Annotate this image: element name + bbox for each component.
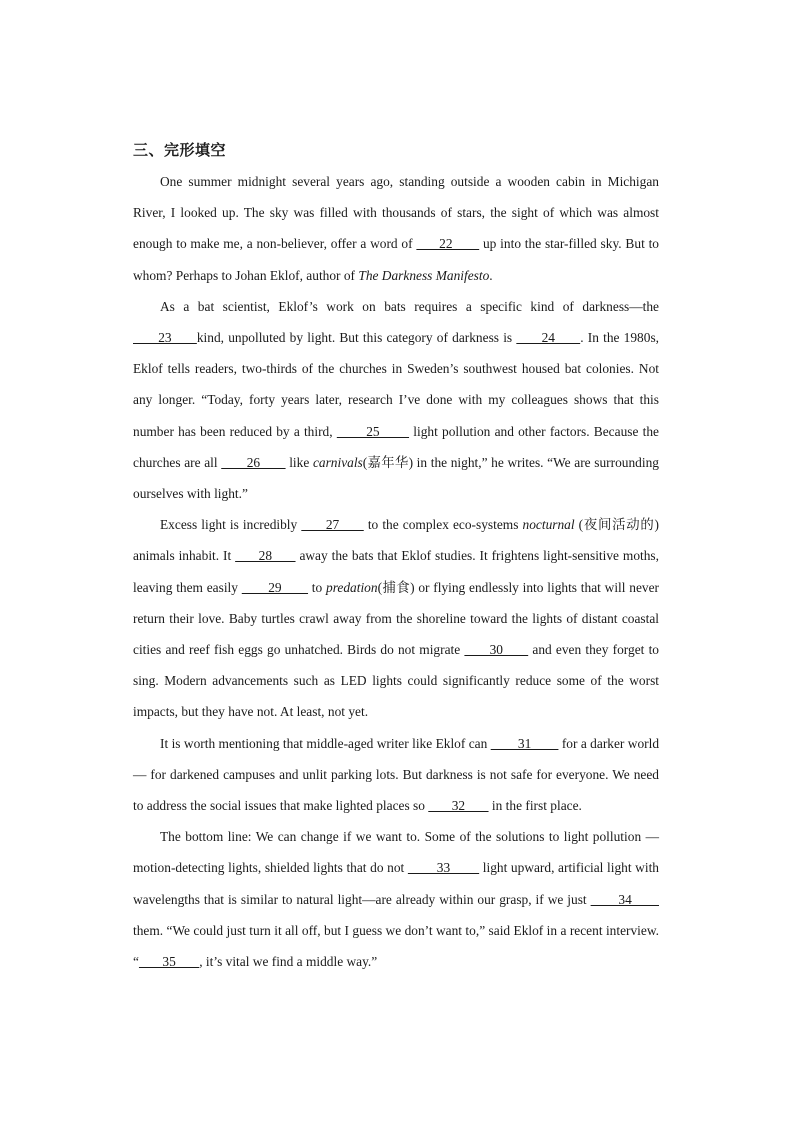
blank-35[interactable]: 35 bbox=[138, 954, 200, 970]
italic-term-predation: predation bbox=[326, 579, 378, 595]
blank-28[interactable]: 28 bbox=[235, 548, 296, 564]
text-segment: As a bat scientist, Eklof’s work on bats requires a specific kind of darkness—the bbox=[160, 298, 659, 314]
text-segment: It is worth mentioning that middle-aged writer like Eklof can bbox=[160, 735, 491, 751]
text-segment: light pollution and other factors. Because the churches are all bbox=[133, 423, 659, 470]
section-title: 三、完形填空 bbox=[133, 143, 227, 159]
text-segment: One summer midnight several years ago, standing outside a wooden cabin in Michigan River, I looked up. The sky was filled with thousands of stars, the sight of which was almost enough to make me, a non-believer, offer a word of bbox=[133, 174, 659, 252]
blank-34[interactable]: 34 bbox=[590, 891, 659, 907]
blank-32[interactable]: 32 bbox=[428, 798, 489, 814]
blank-30[interactable]: 30 bbox=[464, 642, 529, 658]
text-segment: and even they forget to sing. Modern advancements such as LED lights could significantly reduce some of the worst impacts, but they have not. At least, not yet. bbox=[133, 642, 659, 720]
blank-27[interactable]: 27 bbox=[301, 517, 364, 533]
blank-24[interactable]: 24 bbox=[516, 330, 581, 346]
text-segment: . In the 1980s, Eklof tells readers, two-thirds of the churches in Sweden’s southwest housed bat colonies. Not any longer. “Today, forty years later, research I’ve done with my colleagues shows that this number has been reduced by a third, bbox=[133, 330, 660, 439]
blank-22[interactable]: 22 bbox=[416, 236, 480, 252]
text-segment: up into the star-filled sky. But to whom? Perhaps to Johan Eklof, author of bbox=[133, 236, 659, 283]
text-segment: like bbox=[285, 454, 313, 470]
blank-31[interactable]: 31 bbox=[490, 735, 559, 751]
paragraph-5 bbox=[133, 821, 659, 977]
blank-25[interactable]: 25 bbox=[336, 423, 410, 439]
paragraph-3 bbox=[133, 509, 659, 727]
text-segment: The bottom line: We can change if we want to. Some of the solutions to light pollution — motion-detecting lights, shielded lights that do not bbox=[133, 829, 659, 876]
paragraph-2 bbox=[133, 291, 659, 509]
text-segment: Excess light is incredibly bbox=[160, 517, 302, 533]
text-segment: (夜间活动的) animals inhabit. It bbox=[133, 517, 659, 564]
text-segment: light upward, artificial light with wavelengths that is similar to natural light—are already within our grasp, if we just bbox=[133, 860, 659, 907]
blank-29[interactable]: 29 bbox=[241, 579, 309, 595]
text-segment: , it’s vital we find a middle way.” bbox=[199, 954, 378, 970]
blank-23[interactable]: 23 bbox=[133, 330, 197, 346]
paragraph-1 bbox=[133, 166, 659, 291]
text-segment: for a darker world — for darkened campuses and unlit parking lots. But darkness is not safe for everyone. We need to address the social issues that make lighted places so bbox=[133, 735, 660, 814]
italic-term-carnivals: carnivals bbox=[312, 454, 363, 470]
text-segment: them. “We could just turn it all off, but I guess we don’t want to,” said Eklof in a recent interview. “ bbox=[133, 922, 659, 970]
text-segment: away the bats that Eklof studies. It frightens light-sensitive moths, leaving them easily bbox=[133, 548, 659, 595]
text-segment: . bbox=[489, 267, 493, 283]
cloze-passage bbox=[133, 166, 659, 977]
text-segment: in the first place. bbox=[488, 798, 582, 814]
text-segment: (捕食) or flying endlessly into lights that will never return their love. Baby turtles crawl away from the shoreline toward the lights of distant coastal cities and reef fish eggs go unhatched. Birds do not migrate bbox=[133, 579, 659, 658]
blank-33[interactable]: 33 bbox=[407, 860, 480, 876]
text-segment: (嘉年华) in the night,” he writes. “We are surrounding ourselves with light.” bbox=[133, 454, 659, 502]
text-segment: kind, unpolluted by light. But this category of darkness is bbox=[196, 330, 517, 346]
italic-term-nocturnal: nocturnal bbox=[522, 517, 575, 533]
blank-26[interactable]: 26 bbox=[221, 454, 286, 470]
text-segment: to bbox=[308, 579, 326, 595]
paragraph-4 bbox=[133, 728, 659, 822]
book-title: The Darkness Manifesto bbox=[358, 267, 490, 283]
text-segment: to the complex eco-systems bbox=[363, 517, 523, 533]
